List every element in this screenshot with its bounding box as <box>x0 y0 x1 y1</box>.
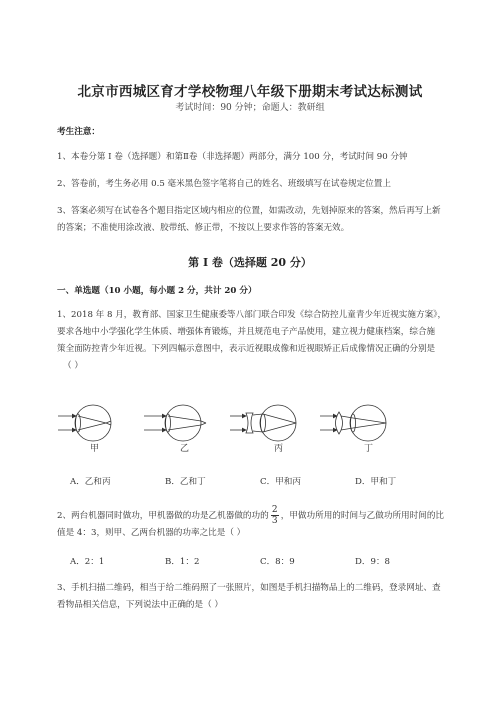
option-b[interactable]: B．1：2 <box>165 557 200 567</box>
question-1-line: 策全面防控青少年近视。下列四幅示意图中，表示近视眼成像和近视眼矫正后成像情况正确的分别是 <box>57 344 436 354</box>
fraction-denominator: 3 <box>271 516 278 526</box>
option-c[interactable]: C．8：9 <box>260 557 295 567</box>
figure-label-yi: 乙 <box>180 444 190 454</box>
page-subtitle: 考试时间：90 分钟；命题人：教研组 <box>175 103 325 113</box>
question-2-text-post: ，甲做功所用的时间与乙做功所用时间的比 <box>280 511 445 521</box>
eye-diagram-bing <box>230 405 296 441</box>
fraction-numerator: 2 <box>271 505 278 515</box>
notice-item: 2、答卷前，考生务必用 0.5 毫米黑色签字笔将自己的姓名、班级填写在试卷规定位置上 <box>57 179 391 189</box>
notice-item: 3、答案必须写在试卷各个题目指定区域内相应的位置，如需改动，先划掉原来的答案，然后再写上新 <box>57 206 441 216</box>
option-d[interactable]: D．9：8 <box>355 557 391 567</box>
question-3-line: 看物品相关信息，下列说法中正确的是（ ） <box>57 600 224 610</box>
page-title: 北京市西城区育才学校物理八年级下册期末考试达标测试 <box>77 84 423 100</box>
question-1-line: 要求各地中小学强化学生体质、增强体育锻炼，并且规范电子产品使用，建立视力健康档案，综合施 <box>57 327 436 337</box>
notice-title: 考生注意： <box>57 127 100 137</box>
figure-label-jia: 甲 <box>90 444 100 454</box>
question-2-line: 值是 4：3，则甲、乙两台机器的功率之比是（ ） <box>57 528 246 538</box>
eye-diagram-yi <box>144 405 206 441</box>
option-a[interactable]: A．2：1 <box>70 557 105 567</box>
section-title: 第 I 卷（选择题 20 分） <box>188 256 312 269</box>
question-1-line: 1、2018 年 8 月，教育部、国家卫生健康委等八部门联合印发《综合防控儿童青少年近视实施方案》， <box>57 310 447 320</box>
fraction <box>271 505 279 526</box>
option-c[interactable]: C．甲和丙 <box>260 477 301 487</box>
question-1-line: （ ） <box>63 361 83 371</box>
notice-item: 的答案；不准使用涂改液、胶带纸、修正带，不按以上要求作答的答案无效。 <box>57 223 350 233</box>
question-2-text-pre: 2、两台机器同时做功，甲机器做的功是乙机器做的功的 <box>57 511 269 521</box>
question-2-line <box>57 505 452 526</box>
question-1-options <box>70 475 450 487</box>
option-d[interactable]: D．甲和丁 <box>355 477 397 487</box>
figure-label-ding: 丁 <box>364 444 374 454</box>
question-2-options <box>70 555 450 567</box>
question-3-line: 3、手机扫描二维码，相当于给二维码照了一张照片，如图是手机扫描物品上的二维码，登录网址、查 <box>57 583 441 593</box>
eye-diagram-jia <box>58 405 111 441</box>
figure-label-bing: 丙 <box>274 444 284 454</box>
part-title: 一、单选题（10 小题，每小题 2 分，共计 20 分） <box>57 286 257 296</box>
eye-diagram-ding <box>320 405 386 441</box>
option-a[interactable]: A．乙和丙 <box>70 477 111 487</box>
notice-item: 1、本卷分第 I 卷（选择题）和第Ⅱ卷（非选择题）两部分，满分 100 分，考试时间 90 分钟 <box>57 152 408 162</box>
option-b[interactable]: B．乙和丁 <box>165 477 206 487</box>
